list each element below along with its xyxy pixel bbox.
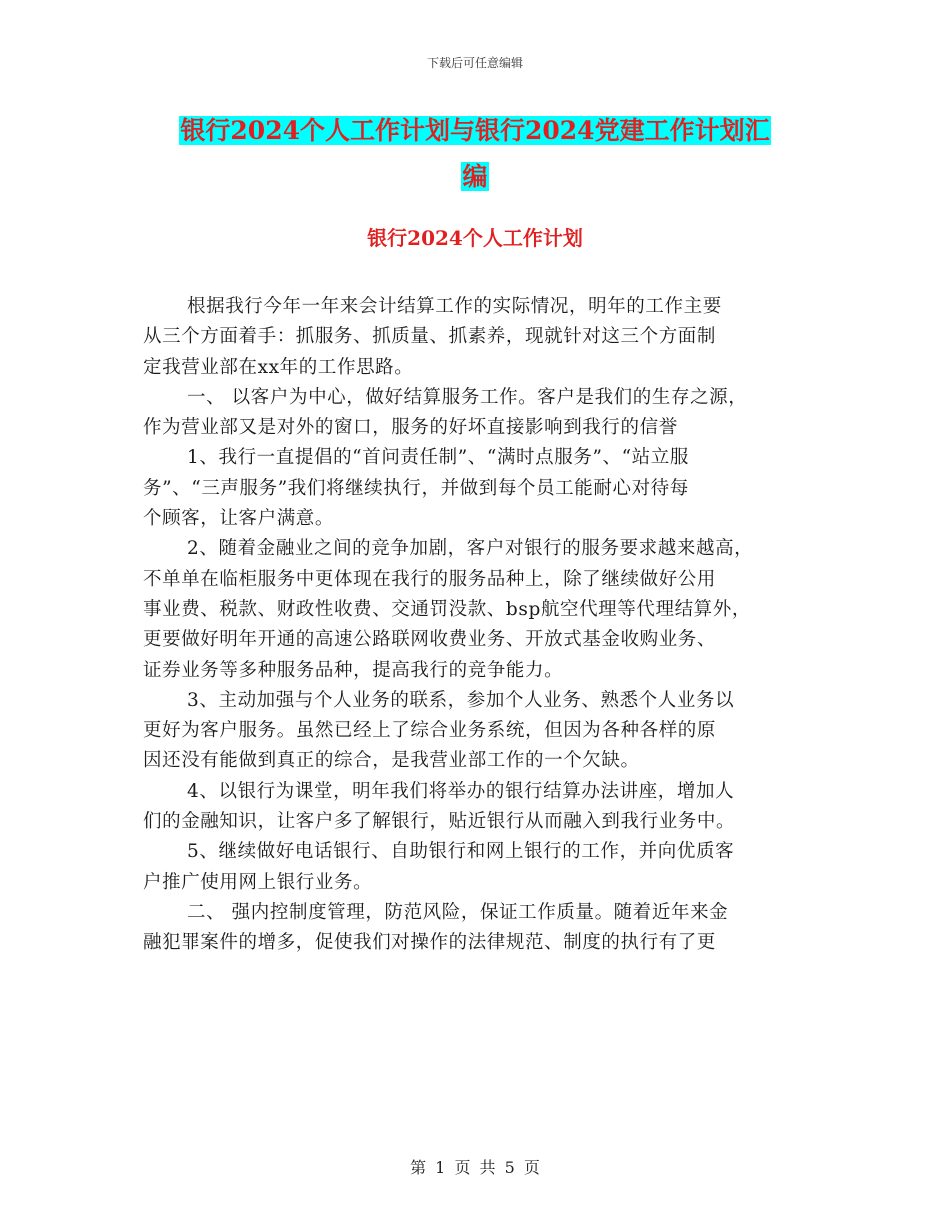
body-line: 3、主动加强与个人业务的联系，参加个人业务、熟悉个人业务以 bbox=[187, 689, 735, 711]
body-line: 个顾客，让客户满意。 bbox=[143, 508, 335, 530]
body-line: 4、以银行为课堂，明年我们将举办的银行结算办法讲座，增加人 bbox=[187, 780, 735, 802]
body-line: 事业费、税款、财政性收费、交通罚没款、bsp航空代理等代理结算外， bbox=[143, 598, 751, 620]
document-title-line-1: 银行2024个人工作计划与银行2024党建工作计划汇 bbox=[180, 116, 770, 145]
body-line: 1、我行一直提倡的“首问责任制”、“满时点服务”、“站立服 bbox=[187, 447, 689, 469]
section-title: 银行2024个人工作计划 bbox=[367, 226, 583, 250]
body-line: 二、 强内控制度管理，防范风险，保证工作质量。随着近年来金 bbox=[187, 901, 729, 923]
body-text bbox=[143, 292, 823, 959]
body-line: 不单单在临柜服务中更体现在我行的服务品种上，除了继续做好公用 bbox=[143, 568, 717, 590]
body-line: 户推广使用网上银行业务。 bbox=[143, 871, 373, 893]
body-line: 融犯罪案件的增多，促使我们对操作的法律规范、制度的执行有了更 bbox=[143, 932, 717, 954]
body-line: 务”、“三声服务”我们将继续执行，并做到每个员工能耐心对待每 bbox=[143, 477, 689, 499]
body-line: 定我营业部在xx年的工作思路。 bbox=[143, 356, 414, 378]
page-header-note: 下载后可任意编辑 bbox=[426, 56, 523, 70]
body-line: 因还没有能做到真正的综合，是我营业部工作的一个欠缺。 bbox=[143, 750, 640, 772]
document-title bbox=[140, 108, 810, 200]
body-line: 5、继续做好电话银行、自助银行和网上银行的工作，并向优质客 bbox=[187, 841, 735, 863]
page-number: 第 1 页 共 5 页 bbox=[410, 1158, 540, 1177]
document-title-line-2: 编 bbox=[462, 162, 488, 191]
body-line: 2、随着金融业之间的竞争加剧，客户对银行的服务要求越来越高， bbox=[187, 538, 754, 560]
body-line: 作为营业部又是对外的窗口，服务的好坏直接影响到我行的信誉 bbox=[143, 417, 678, 439]
body-line: 们的金融知识，让客户多了解银行，贴近银行从而融入到我行业务中。 bbox=[143, 811, 736, 833]
body-line: 一、 以客户为中心，做好结算服务工作。客户是我们的生存之源， bbox=[187, 386, 748, 408]
body-line: 更好为客户服务。虽然已经上了综合业务系统，但因为各种各样的原 bbox=[143, 720, 717, 742]
body-line: 根据我行今年一年来会计结算工作的实际情况，明年的工作主要 bbox=[187, 296, 722, 317]
body-line: 从三个方面着手：抓服务、抓质量、抓素养，现就针对这三个方面制 bbox=[143, 326, 717, 348]
body-line: 更要做好明年开通的高速公路联网收费业务、开放式基金收购业务、 bbox=[143, 629, 717, 651]
body-line: 证券业务等多种服务品种，提高我行的竞争能力。 bbox=[143, 659, 564, 681]
